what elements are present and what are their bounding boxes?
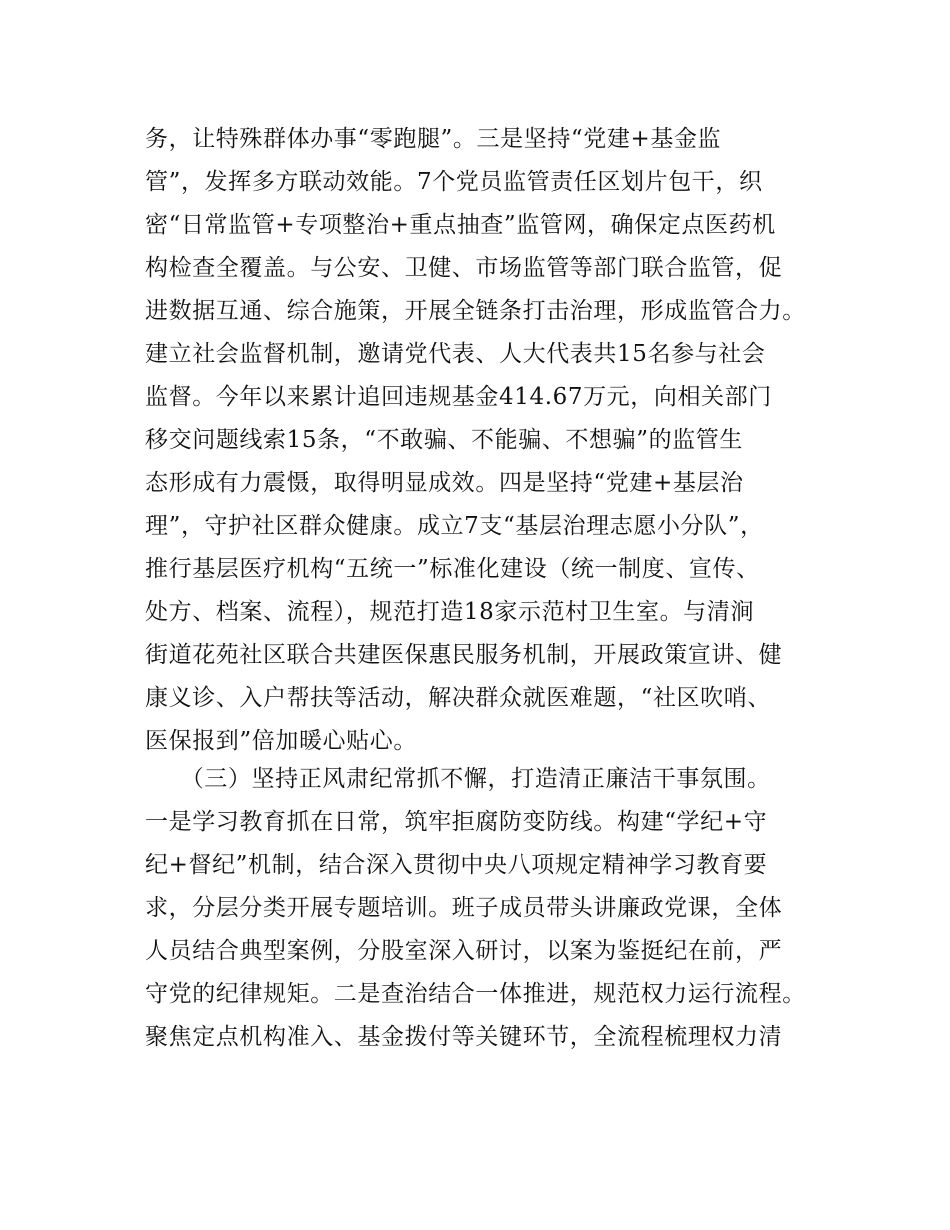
text-line: 移交问题线索15条，“不敢骗、不能骗、不想骗”的监管生: [145, 427, 743, 453]
text-line: 医保报到”倍加暖心贴心。: [145, 728, 417, 754]
text-line: 进数据互通、综合施策，开展全链条打击治理，形成监管合力。: [145, 298, 806, 324]
text-line: 人员结合典型案例，分股室深入研讨，以案为鉴挺纪在前，严: [145, 938, 783, 964]
text-line: 理”，守护社区群众健康。成立7支“基层治理志愿小分队”，: [145, 513, 764, 539]
text-line: 聚焦定点机构准入、基金拨付等关键环节，全流程梳理权力清: [145, 1024, 783, 1050]
text-line: 守党的纪律规矩。二是查治结合一体推进，规范权力运行流程。: [145, 981, 806, 1007]
text-line: 建立社会监督机制，邀请党代表、人大代表共15名参与社会: [145, 341, 766, 367]
text-line: 康义诊、入户帮扶等活动，解决群众就医难题，“社区吹哨、: [145, 685, 771, 711]
text-line: 街道花苑社区联合共建医保惠民服务机制，开展政策宣讲、健: [145, 642, 783, 668]
text-line: 求，分层分类开展专题培训。班子成员带头讲廉政党课，全体: [145, 895, 783, 921]
text-line: 密“日常监管+专项整治+重点抽查”监管网，确保定点医药机: [145, 212, 776, 238]
text-line: 态形成有力震慑，取得明显成效。四是坚持“党建+基层治: [145, 470, 744, 496]
text-line: 构检查全覆盖。与公安、卫健、市场监管等部门联合监管，促: [145, 255, 783, 281]
section-heading-line: （三）坚持正风肃纪常抓不懈，打造清正廉洁干事氛围。: [145, 766, 771, 792]
text-line: 一是学习教育抓在日常，筑牢拒腐防变防线。构建“学纪+守: [145, 809, 768, 835]
text-line: 管”，发挥多方联动效能。7个党员监管责任区划片包干，织: [145, 169, 763, 195]
paragraph-2: [145, 758, 835, 1059]
paragraph-1: [145, 118, 835, 763]
text-line: 纪+督纪”机制，结合深入贯彻中央八项规定精神学习教育要: [145, 852, 768, 878]
text-line: 推行基层医疗机构“五统一”标准化建设（统一制度、宣传、: [145, 556, 760, 582]
text-line: 务，让特殊群体办事“零跑腿”。三是坚持“党建+基金监: [145, 126, 722, 152]
text-line: 处方、档案、流程），规范打造18家示范村卫生室。与清涧: [145, 599, 754, 625]
text-line: 监督。今年以来累计追回违规基金414.67万元，向相关部门: [145, 384, 772, 410]
